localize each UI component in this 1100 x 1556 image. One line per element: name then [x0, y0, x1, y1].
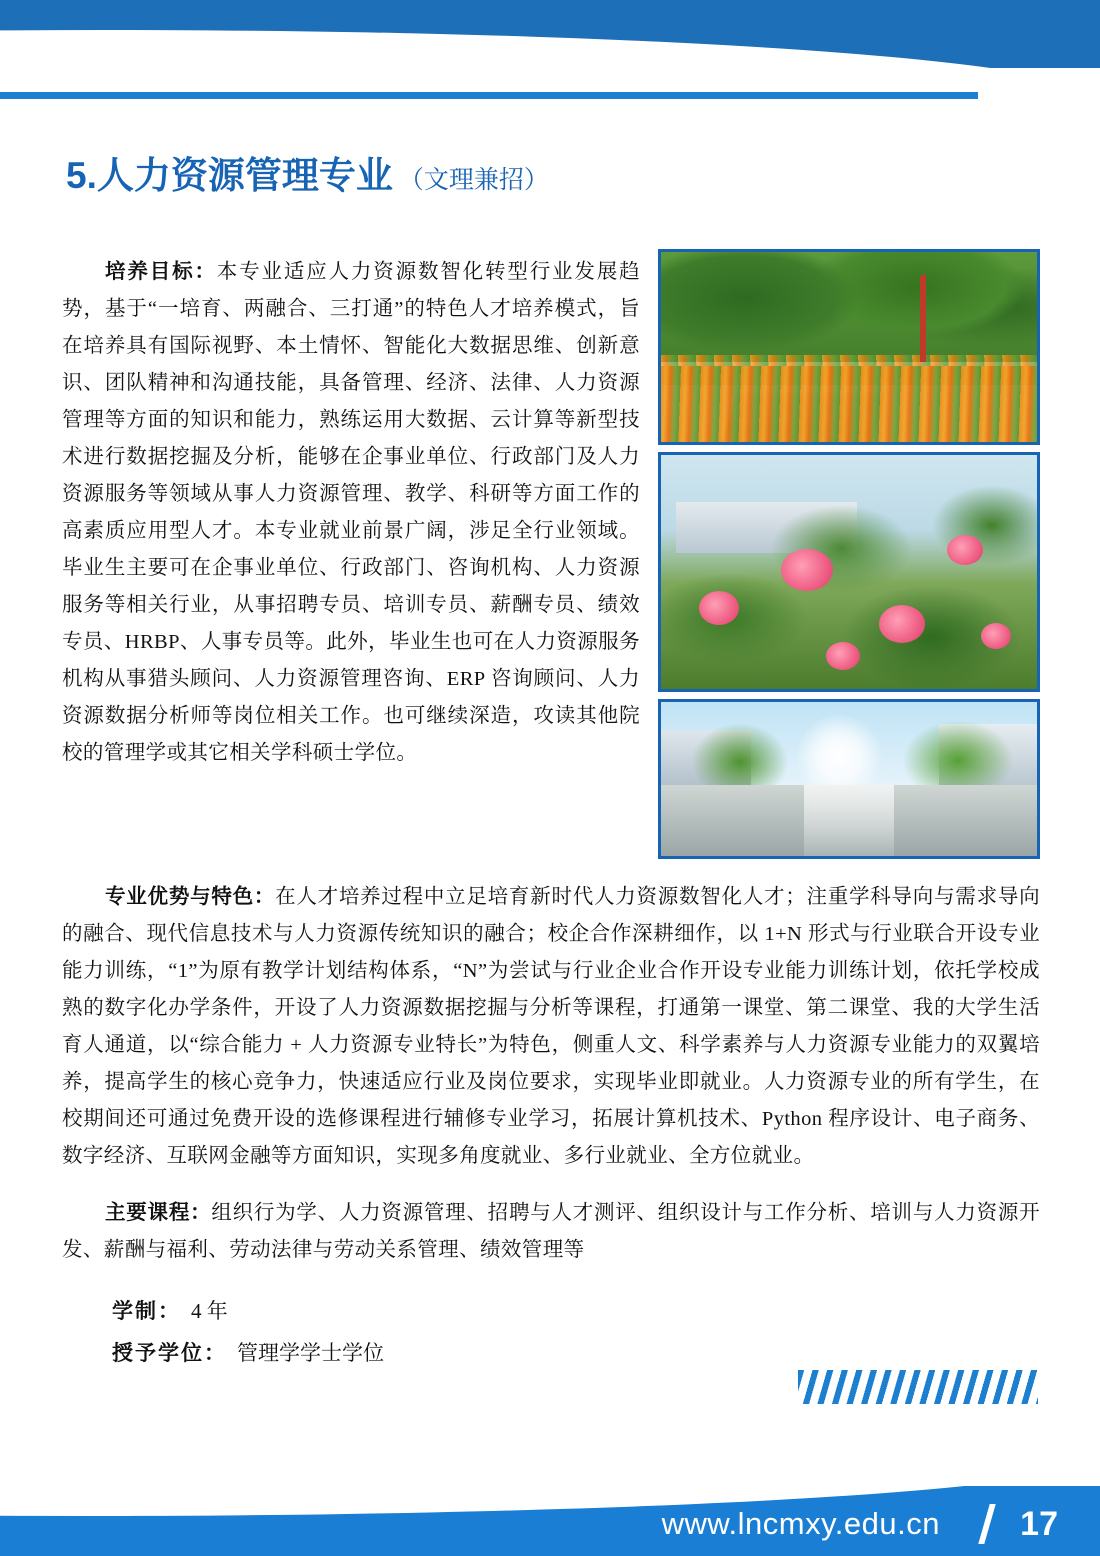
duration-label: 学制：: [112, 1298, 181, 1323]
goal-text: 本专业适应人力资源数智化转型行业发展趋势，基于“一培育、两融合、三打通”的特色人才培养模式，旨在培养具有国际视野、本土情怀、智能化大数据思维、创新意识、团队精神和沟通技能，具备管理、经济、法律、人力资源管理等方面的知识和能力，熟练运用大数据、云计算等新型技术进行数据挖掘及分析，能够在企事业单位、行政部门及人力资源服务等领域从事人力资源管理、教学、科研等方面工作的高素质应用型人才。本专业就业前景广阔，涉足全行业领域。毕业生主要可在企事业单位、行政部门、咨询机构、人力资源服务等相关行业，从事招聘专员、培训专员、薪酬专员、绩效专员、HRBP、人事专员等。此外，毕业生也可在人力资源服务机构从事猎头顾问、人力资源管理咨询、ERP 咨询顾问、人力资源数据分析师等岗位相关工作。也可继续深造，攻读其他院校的管理学或其它相关学科硕士学位。: [62, 260, 640, 764]
page-footer: [0, 1468, 1100, 1556]
photo2-rose: [699, 591, 739, 625]
article-body: [62, 233, 1040, 1374]
section-goal-with-photos: [62, 233, 1040, 858]
goal-label: 培养目标：: [105, 260, 217, 283]
slash-decoration: [798, 1370, 1038, 1404]
paragraph-courses: [62, 1195, 1040, 1269]
degree-label: 授予学位：: [112, 1340, 227, 1365]
photo-campus-garden-path: [658, 249, 1040, 445]
field-duration: [62, 1290, 1040, 1332]
advantage-text: 在人才培养过程中立足培育新时代人力资源数智化人才；注重学科导向与需求导向的融合、现代信息技术与人力资源传统知识的融合；校企合作深耕细作，以 1+N 形式与行业联合开设专业能力训练，“1”为原有教学计划结构体系，“N”为尝试与行业企业合作开设专业能力训练计划，依托学校成熟的数字化办学条件，开设了人力资源数据挖掘与分析等课程，打通第一课堂、第二课堂、我的大学生活育人通道，以“综合能力 + 人力资源专业特长”为特色，侧重人文、科学素养与人力资源专业能力的双翼培养，提高学生的核心竞争力，快速适应行业及岗位要求，实现毕业即就业。人力资源专业的所有学生，在校期间还可通过免费开设的选修课程进行辅修专业学习，拓展计算机技术、Python 程序设计、电子商务、数字经济、互联网金融等方面知识，实现多角度就业、多行业就业、全方位就业。: [62, 885, 1040, 1167]
page-title-sub: （文理兼招）: [398, 166, 549, 194]
photo3-road-highlight: [804, 785, 894, 856]
photo2-rose: [879, 605, 925, 643]
advantage-label: 专业优势与特色：: [105, 885, 276, 908]
paragraph-goal: [62, 254, 640, 772]
photo2-rose: [981, 623, 1011, 649]
page-number: 17: [1020, 1505, 1058, 1543]
goal-text-column: [62, 233, 640, 792]
field-degree: [62, 1332, 1040, 1374]
footer-website-url: www.lncmxy.edu.cn: [661, 1506, 940, 1541]
degree-value: 管理学学士学位: [237, 1340, 384, 1365]
photo-gallery: [658, 249, 1040, 866]
duration-value: 4 年: [191, 1298, 228, 1323]
photo-campus-road-sunlight: [658, 699, 1040, 859]
page-title: [66, 145, 549, 199]
header-accent-rule-left: [0, 92, 58, 99]
photo-campus-roses-building: [658, 452, 1040, 692]
courses-label: 主要课程：: [105, 1202, 212, 1224]
page-title-main: 5.人力资源管理专业: [66, 155, 393, 196]
photo1-red-pole: [920, 275, 926, 362]
paragraph-advantage: [62, 879, 1040, 1175]
header-accent-rule: [58, 92, 978, 99]
section-advantage: [62, 879, 1040, 1374]
photo1-trees: [661, 252, 1037, 362]
courses-text: 组织行为学、人力资源管理、招聘与人才测评、组织设计与工作分析、培训与人力资源开发、薪酬与福利、劳动法律与劳动关系管理、绩效管理等: [62, 1202, 1041, 1261]
photo2-rose: [781, 549, 833, 591]
photo2-rose: [947, 535, 983, 565]
photo1-flowerbed-front: [661, 366, 1037, 442]
